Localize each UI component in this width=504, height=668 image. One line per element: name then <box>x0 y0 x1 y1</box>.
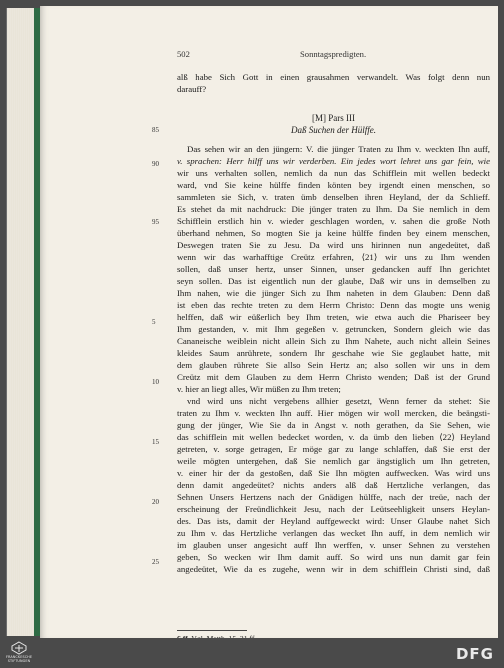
line-number: 85 <box>152 126 159 134</box>
text-line: Das sehen wir an den jüngern: V. die jünger Traten zu Ihm v. weckten Ihn auff, <box>187 144 490 154</box>
section-label: [M] Pars III <box>312 113 355 123</box>
text-line: im glauben unser angesicht auff Ihn werffen, v. unser Sehnen zu verstehen <box>177 540 490 550</box>
text-line: erscheinung der Freündlichkeit Jesu, nach der Leütseehligkeit unsers Heylan- <box>177 504 490 514</box>
text-line: helffen, daß wir eüßerlich bey Ihm treten, wie etwa auch die Phariseer bey <box>177 312 490 322</box>
franckesche-stiftungen-logo: FRANCKESCHE STIFTUNGEN <box>6 641 32 665</box>
text-line: Sehnen Unsers Hertzens nach der Gnädigen hülffe, nach der treüe, nach der <box>177 492 490 502</box>
text-line: seyn sollen. Das ist eigentlich nun der glaube, Daß wir uns in demselben zu <box>177 276 490 286</box>
text-line: sollen, daß unser hertz, unser Sinnen, unser gedancken auff Ihn gerichtet <box>177 264 490 274</box>
line-number: 10 <box>152 378 159 386</box>
text-line: wir uns verhalten sollen, nemlich da nun das Schifflein mit wellen bedeckt <box>177 168 490 178</box>
text-line: v. einer hir der da gestoßen, daß Sie Ihn mögten auffwecken. Was wird uns <box>177 468 490 478</box>
main-text <box>177 143 490 575</box>
text-line: Deswegen traten Sie zu Jesu. Da wird uns hirinnen nun angedeütet, daß <box>177 240 490 250</box>
text-line: des. Das ists, damit der Heyland auffgeweckt wird: Unser Glaube nahet Sich <box>177 516 490 526</box>
text-line: kleides Saum anrührete, sondern Ihr geschahe wie Sie geglaubet hatte, mit <box>177 348 490 358</box>
text-line: ward, vnd Sie keine hülffe finden könten bey irgendt einen menschen, so <box>177 180 490 190</box>
text-line: Cananeische weiblein nicht allein Sich zu Ihm Nahete, auch nicht allein Seines <box>177 336 490 346</box>
line-number: 25 <box>152 558 159 566</box>
text-line: geben, So wecken wir Ihm damit auff. So wird uns nun damit gar fein <box>177 552 490 562</box>
text-line: gung der jünger, Wie Sie da in Angst v. noth gerathen, da Sie Sehen, wie <box>177 420 490 430</box>
book-page-edges <box>6 8 35 636</box>
text-line: alß habe Sich Gott in einen grausahmen verwandelt. Was folgt denn nun <box>177 72 490 82</box>
line-number: 5 <box>152 318 156 326</box>
text-line: denn damit angedeütet? nichts anders alß daß Hertzliche verlangen, das <box>177 480 490 490</box>
text-line: ist eben das rechte treten zu dem Herrn Christo: Denn das mogte uns wenig <box>177 300 490 310</box>
text-line: v. hier an liegt alles, Wir müßen zu Ihm treten; <box>177 384 341 394</box>
running-title: Sonntagspredigten. <box>300 49 367 59</box>
viewer-footer <box>0 638 504 668</box>
text-line: darauff? <box>177 84 207 94</box>
text-line: überhand nehmen, So mogten Sie ja keine hülffe finden bey einem menschen, <box>177 228 490 238</box>
text-line: Ihm nahen, wie die jünger Sich zu Ihm naheten in dem Glauben: Denn daß <box>177 288 490 298</box>
text-line: Es stehet da mit nachdruck: Die jünger traten zu Ihm. Da Sie nemlich in dem <box>177 204 490 214</box>
text-line: v. sprachen: Herr hilff uns wir verderben. Ein jedes wort lehret uns gar fein, wie <box>177 156 490 166</box>
line-number: 95 <box>152 218 159 226</box>
line-number: 20 <box>152 498 159 506</box>
text-line: Schifflein erstlich hin v. wieder geschlagen worden, v. sahen die große Noth <box>177 216 490 226</box>
text-line: Creütz mit dem Glauben zu dem Herrn Christo wenden; Daß ist der Grund <box>177 372 490 382</box>
intro-paragraph <box>177 71 490 95</box>
text-line: traten zu Ihm v. weckten Ihn auff. Hier mögen wir woll mercken, die beängsti- <box>177 408 490 418</box>
crest-icon <box>6 641 32 655</box>
text-line: zu Ihm v. das Hertzliche verlangen das wecket Ihn auff, in dem nemlich wir <box>177 528 490 538</box>
text-line: vnd wird uns nicht vergebens allhier gesetzt, Wenn ferner da stehet: Sie <box>187 396 490 406</box>
text-line: Ihm gestanden, v. mit Ihm gegeßen v. getruncken, Sondern gleich wie das <box>177 324 490 334</box>
text-line: angedeütet, Wie da es zugehe, wenn wir in dem schifflein Christi sind, daß <box>177 564 490 574</box>
text-line: wenn wir das warhafftige Creütz erfahren, ⟨21⟩ wir uns zu Ihm wenden <box>177 252 490 262</box>
text-line: weile mögten untergehen, daß Sie nemlich gar ängstiglich um Ihn getreten, <box>177 456 490 466</box>
text-line: getreten, v. sorge getragen, Er möge gar zu lange schlaffen, daß Sie erst der <box>177 444 490 454</box>
text-line: dem glauben rührete Sie allso Sein Hertz an; also sollen wir uns in dem <box>177 360 490 370</box>
line-number: 90 <box>152 160 159 168</box>
section-subtitle: Daß Suchen der Hülffe. <box>291 125 376 135</box>
text-line: das schifflein mit wellen bedecket worden, v. da ümb den lieben ⟨22⟩ Heyland <box>177 432 490 442</box>
dfg-logo: DFG <box>455 645 494 663</box>
footnote-rule <box>177 630 247 631</box>
text-line: sammleten sie Sich, v. traten ümb denselben ihren Heyland, der da Schlieff. <box>177 192 490 202</box>
page-number: 502 <box>177 49 190 59</box>
line-number: 15 <box>152 438 159 446</box>
